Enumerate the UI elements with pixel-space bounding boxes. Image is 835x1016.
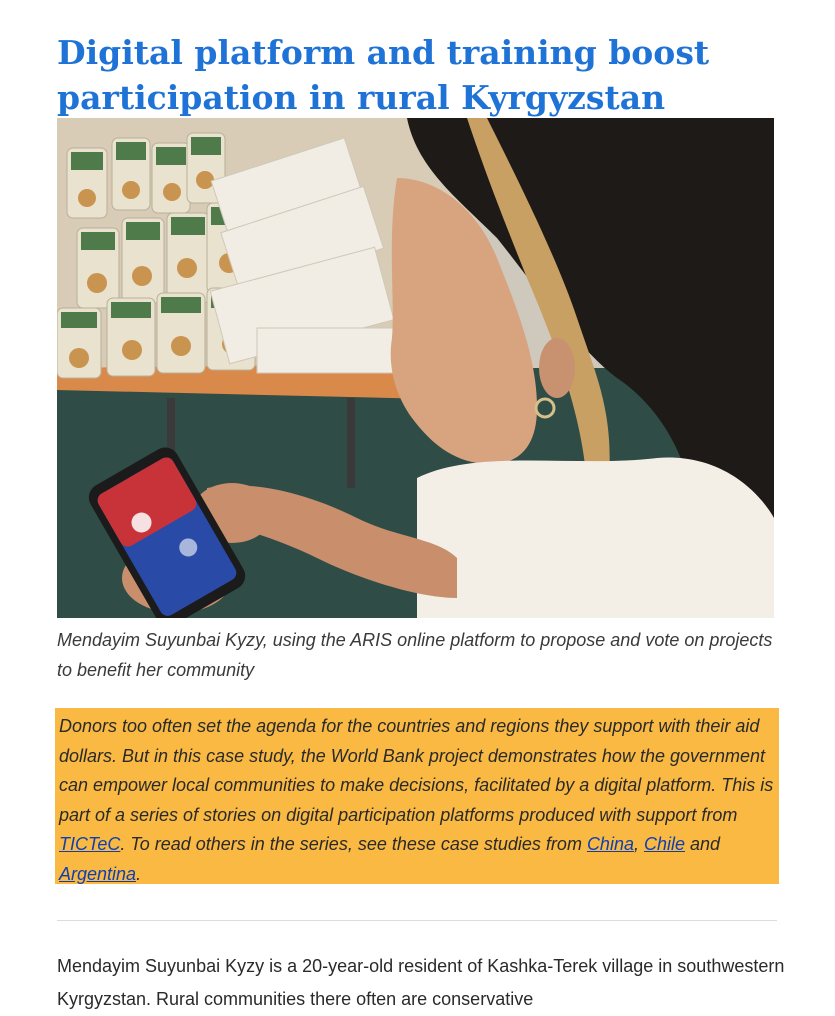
- link-argentina[interactable]: Argentina: [59, 863, 137, 884]
- callout-text-mid: . To read others in the series, see these case studies from: [120, 834, 587, 854]
- section-divider: [57, 920, 777, 921]
- title-line-1: Digital platform and training boost: [57, 33, 710, 72]
- article-photo: [57, 118, 774, 618]
- link-china[interactable]: China: [586, 834, 634, 854]
- title-line-2: participation in rural Kyrgyzstan: [57, 78, 666, 117]
- link-tictec[interactable]: TICTeC: [59, 834, 121, 854]
- callout-and: and: [685, 834, 721, 854]
- callout-end: .: [136, 863, 142, 884]
- photo-illustration: [57, 118, 774, 618]
- body-paragraph: Mendayim Suyunbai Kyzy is a 20-year-old resident of Kashka-Terek village in southwestern Kyrgyzstan. Rural communities there often are conservative: [57, 956, 785, 1009]
- photo-caption: Mendayim Suyunbai Kyzy, using the ARIS online platform to propose and vote on projects to benefit her community: [57, 630, 773, 680]
- callout-text: Donors too often set the agenda for the countries and regions they support with their aid dollars. But in this case study, the World Bank project demonstrates how the government can empower local communities to make decisions, facilitated by a digital platform. This is part of a series of stories on digital participation platforms produced with support from: [59, 716, 774, 825]
- article-title: [57, 30, 797, 120]
- intro-callout: [55, 708, 779, 884]
- callout-separator: ,: [633, 834, 644, 854]
- link-chile[interactable]: Chile: [643, 834, 686, 854]
